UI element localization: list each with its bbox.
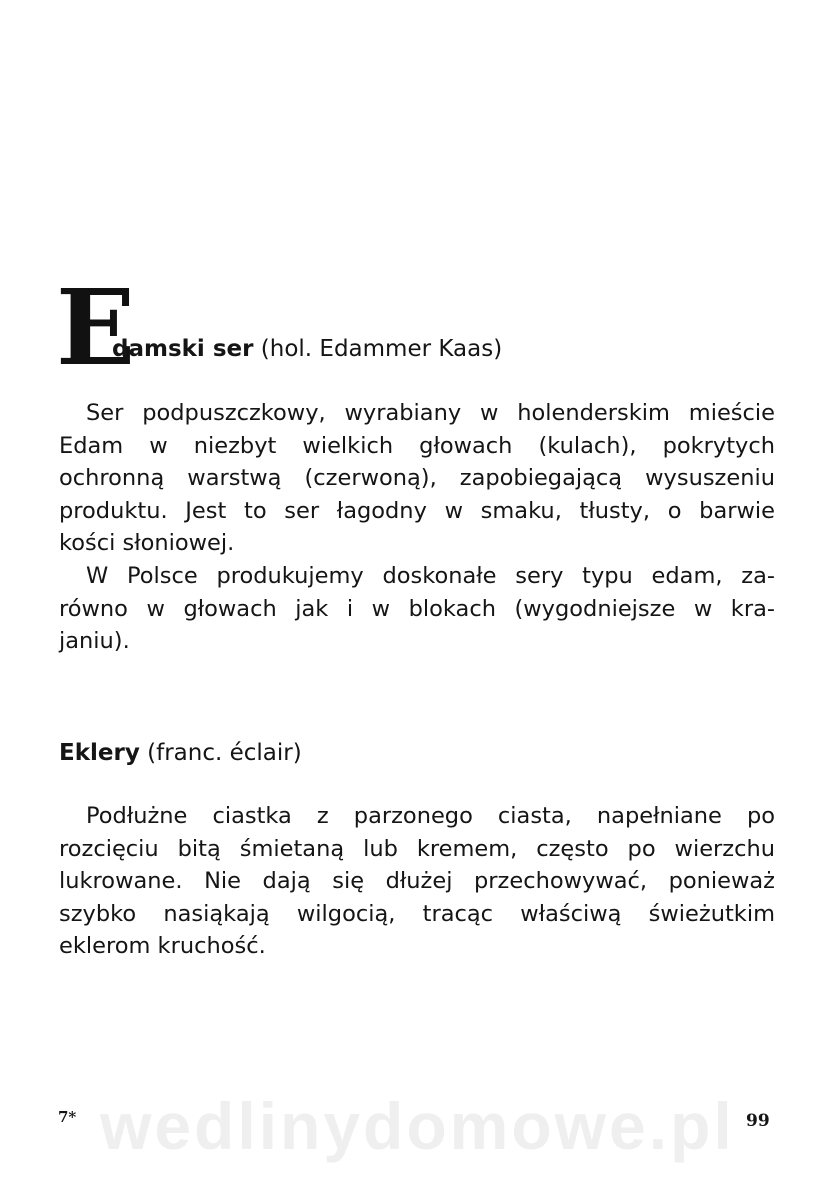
text-line: szybko nasiąkają wilgocią, tracąc właściwą świeżutkim xyxy=(59,900,775,927)
entry-paragraph xyxy=(59,560,775,658)
printer-signature-mark: 7* xyxy=(58,1108,77,1126)
entry-term: Eklery xyxy=(59,740,140,766)
text-line: Podłużne ciastka z parzonego ciasta, napełniane po xyxy=(86,803,775,829)
text-line: Edam w niezbyt wielkich głowach (kulach), pokrytych xyxy=(59,432,775,459)
entry-heading-edamski-ser xyxy=(112,336,502,362)
text-line: równo w głowach jak i w blokach (wygodniejsze w kra- xyxy=(59,595,775,622)
text-line: rozcięciu bitą śmietaną lub kremem, często po wierzchu xyxy=(59,835,775,862)
text-line: kości słoniowej. xyxy=(59,530,235,557)
text-line: eklerom kruchość. xyxy=(59,933,266,960)
page-number: 99 xyxy=(746,1111,770,1131)
text-line: janiu). xyxy=(59,628,130,655)
entry-origin: (hol. Edammer Kaas) xyxy=(253,336,503,362)
entry-heading-eklery xyxy=(59,740,302,766)
text-line: lukrowane. Nie dają się dłużej przechowywać, ponieważ xyxy=(59,868,775,895)
entry-paragraph xyxy=(59,800,775,963)
text-line: produktu. Jest to ser łagodny w smaku, tłusty, o barwie xyxy=(59,497,775,524)
text-line: ochronną warstwą (czerwoną), zapobiegającą wysuszeniu xyxy=(59,465,775,492)
text-line: Ser podpuszczkowy, wyrabiany w holenderskim mieście xyxy=(86,400,775,426)
entry-origin: (franc. éclair) xyxy=(139,740,302,766)
watermark-text: wedlinydomowe.pl xyxy=(100,1089,735,1163)
text-line: W Polsce produkujemy doskonałe sery typu edam, za- xyxy=(86,563,775,589)
entry-term: damski ser xyxy=(112,336,254,362)
entry-paragraph xyxy=(59,397,775,560)
drop-cap-letter: E xyxy=(56,266,136,389)
